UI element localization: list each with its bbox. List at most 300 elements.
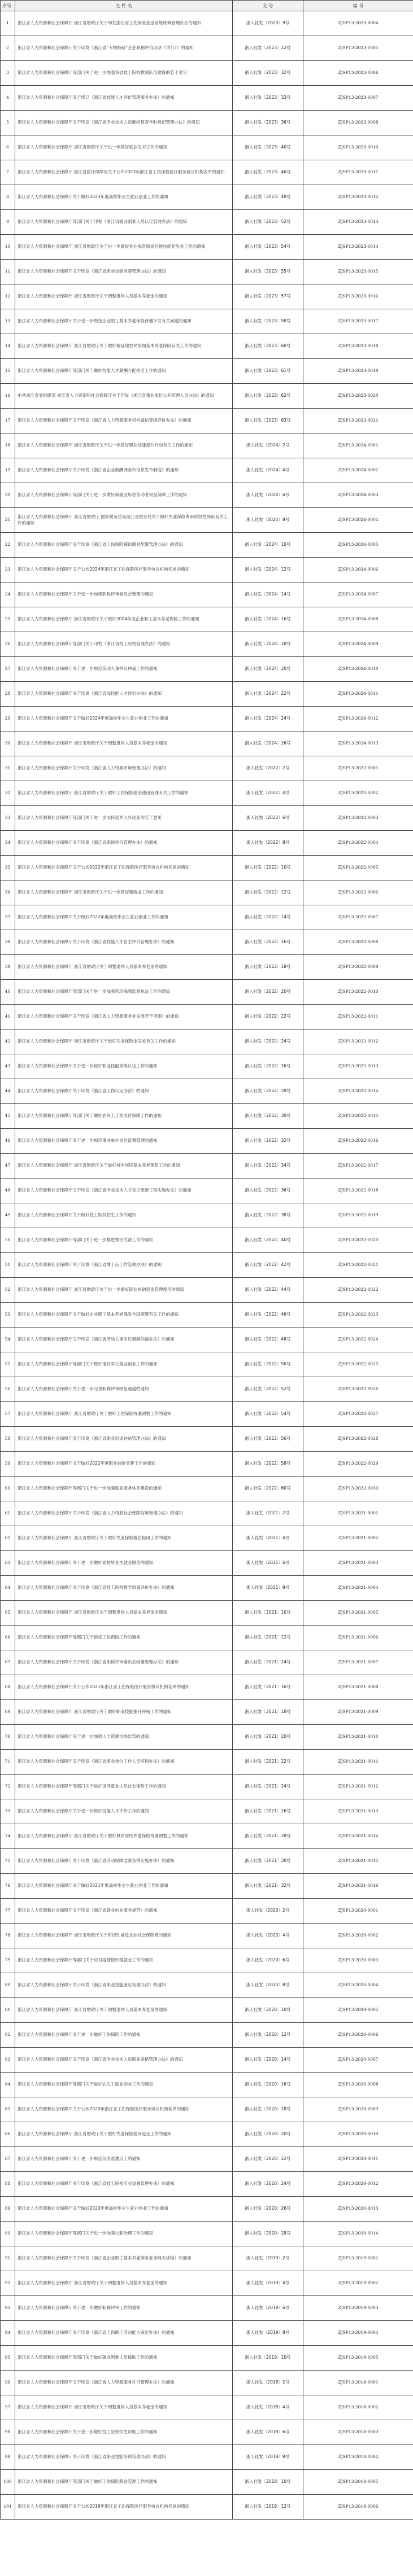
row-number: 21 — [1, 508, 15, 533]
row-title-text[interactable]: 浙江省人力资源和社会保障厅关于印发《浙江省事业单位工作人员培训办法》的通知 — [18, 1759, 175, 1764]
row-title[interactable] — [15, 1253, 233, 1278]
row-title-text[interactable]: 浙江省人力资源和社会保障厅关于做好2022年度高校毕业生就业创业工作的通知 — [18, 914, 168, 920]
row-title[interactable] — [15, 1973, 233, 1998]
row-ref: 浙人社发〔2023〕57号 — [233, 284, 303, 309]
row-title-text[interactable]: 浙江省人力资源和社会保障厅 浙江省财政厅关于进一步做好职业技能提升行动有关工作的通知 — [18, 443, 193, 448]
row-title-text[interactable]: 浙江省人力资源和社会保障厅关于做好技工院校招生工作的通知 — [18, 1212, 136, 1218]
row-title[interactable] — [15, 2197, 233, 2222]
row-title[interactable] — [15, 1402, 233, 1427]
row-title-text[interactable]: 浙江省人力资源和社会保障厅关于印发《浙江省工伤保险辅助器具配置管理办法》的通知 — [18, 542, 183, 547]
row-title[interactable] — [15, 558, 233, 582]
row-title[interactable] — [15, 1675, 233, 1700]
row-title[interactable] — [15, 930, 233, 955]
row-number: 42 — [1, 1029, 15, 1054]
row-title[interactable] — [15, 1775, 233, 1799]
row-title[interactable] — [15, 260, 233, 284]
row-number: 54 — [1, 1328, 15, 1352]
row-title[interactable] — [15, 11, 233, 36]
row-title[interactable] — [15, 856, 233, 880]
row-title[interactable] — [15, 210, 233, 235]
row-title-text[interactable]: 浙江省人力资源和社会保障厅 浙江省财政厅关于调整退休人员基本养老金的通知 — [18, 2280, 167, 2286]
row-title[interactable] — [15, 582, 233, 607]
row-title[interactable] — [15, 86, 233, 111]
row-title[interactable] — [15, 1377, 233, 1402]
row-ref: 浙人社发〔2023〕46号 — [233, 160, 303, 185]
row-title[interactable] — [15, 1799, 233, 1824]
row-number: 72 — [1, 1775, 15, 1799]
row-title[interactable] — [15, 2395, 233, 2420]
row-title[interactable] — [15, 2048, 233, 2073]
row-title-text[interactable]: 浙江省人力资源和社会保障厅关于印发《浙江省职称评审委员会组建管理办法》的通知 — [18, 1659, 179, 1665]
row-title[interactable] — [15, 1029, 233, 1054]
row-title-text[interactable]: 浙江省人力资源和社会保障厅 浙江省财政厅关于做好失业保险金发放有关工作的通知 — [18, 1039, 176, 1044]
row-title[interactable] — [15, 2073, 233, 2097]
row-title-text[interactable]: 浙江省人力资源和社会保障厅 浙江省财政厅关于做好失业保险稳岗返还工作的通知 — [18, 2131, 172, 2137]
table-row — [1, 1029, 413, 1054]
row-title[interactable] — [15, 1203, 233, 1228]
row-code: ZJSP13-2020-0014 — [303, 2222, 413, 2246]
row-title[interactable] — [15, 2147, 233, 2172]
row-title-text[interactable]: 浙江省人力资源和社会保障厅关于公布2022年浙江省工伤保险医疗服务协议机构名单的通知 — [18, 865, 190, 870]
table-row — [1, 1626, 413, 1650]
table-row — [1, 2321, 413, 2346]
row-title-text[interactable]: 浙江省人力资源和社会保障厅等部门关于印发《浙江省就业困难人员认定管理办法》的通知 — [18, 219, 187, 225]
row-title[interactable] — [15, 2271, 233, 2296]
row-title-text[interactable]: 浙江省人力资源和社会保障厅关于印发《浙江省职称评价管理办法》的通知 — [18, 840, 158, 845]
table-row — [1, 955, 413, 980]
row-title-text[interactable]: 浙江省人力资源和社会保障厅 浙江省财政厅关于做好被征地农民参加基本养老保险有关工作的通知 — [18, 343, 201, 349]
row-title[interactable] — [15, 508, 233, 533]
row-code: ZJSP13-2024-0011 — [303, 682, 413, 707]
row-title-text[interactable]: 浙江省人力资源和社会保障厅 浙江省财政厅关于做好工伤保险待遇调整工作的通知 — [18, 1411, 172, 1417]
table-row — [1, 384, 413, 409]
row-title-text[interactable]: 浙江省人力资源和社会保障厅等部门关于做好灵活就业人员社会保险工作的通知 — [18, 1784, 166, 1789]
row-number: 57 — [1, 1402, 15, 1427]
row-title[interactable] — [15, 1551, 233, 1576]
row-number: 12 — [1, 284, 15, 309]
row-title-text[interactable]: 浙江省人力资源和社会保障厅关于印发《浙江省人力资源市场管理办法》的通知 — [18, 765, 166, 771]
row-title-text[interactable]: 浙江省人力资源和社会保障厅关于印发《浙江省工伤认定办法》的通知 — [18, 1088, 149, 1094]
row-title[interactable] — [15, 334, 233, 359]
row-title[interactable] — [15, 1700, 233, 1725]
row-title[interactable] — [15, 284, 233, 309]
row-number: 61 — [1, 1501, 15, 1526]
table-row — [1, 1750, 413, 1775]
table-row — [1, 2197, 413, 2222]
row-title[interactable] — [15, 458, 233, 483]
row-title[interactable] — [15, 2023, 233, 2048]
row-title-text[interactable]: 浙江省人力资源和社会保障厅 浙江省财政厅关于进一步做好就业见习工作的通知 — [18, 144, 167, 150]
table-row — [1, 1104, 413, 1129]
row-title[interactable] — [15, 1948, 233, 1973]
row-title-text[interactable]: 浙江省人力资源和社会保障厅等部门关于进一步加强我省技工院校教师队伍建设的若干意见 — [18, 70, 187, 76]
row-title[interactable] — [15, 61, 233, 86]
row-number: 41 — [1, 1005, 15, 1029]
row-title[interactable] — [15, 756, 233, 781]
row-title-text[interactable]: 浙江省人力资源和社会保障厅等部门关于做好退役军人就业创业工作的通知 — [18, 1361, 158, 1367]
table-row — [1, 86, 413, 111]
row-title-text[interactable]: 浙江省人力资源和社会保障厅关于做好2023年度高校毕业生就业创业工作的通知 — [18, 194, 168, 200]
row-number: 101 — [1, 2495, 15, 2520]
row-title-text[interactable]: 浙江省人力资源和社会保障厅关于印发《浙江省专业技术人员职业资格管理办法》的通知 — [18, 2057, 183, 2062]
row-title-text[interactable]: 浙江省人力资源和社会保障厅关于印发《浙江省企业职工基本养老保险业务经办规程》的通知 — [18, 2255, 192, 2261]
row-title-text[interactable]: 浙江省人力资源和社会保障厅 浙江省财政厅关于调整退休人员基本养老金的通知 — [18, 2404, 167, 2410]
row-title[interactable] — [15, 185, 233, 210]
row-number: 33 — [1, 806, 15, 831]
row-title-text[interactable]: 浙江省人力资源和社会保障厅等部门关于进一步加强就业服务体系建设的通知 — [18, 1486, 162, 1491]
table-row — [1, 1452, 413, 1477]
row-title-text[interactable]: 浙江省人力资源和社会保障厅关于印发《浙江省技工院校教学质量评价办法》的通知 — [18, 1585, 175, 1591]
row-code: ZJSP13-2022-0006 — [303, 880, 413, 905]
row-title-text[interactable]: 浙江省人力资源和社会保障厅关于印发《浙江省职业技能竞赛管理办法》的通知 — [18, 269, 166, 274]
row-title-text[interactable]: 浙江省人力资源和社会保障厅关于印发《浙江省专业技术人才知识更新工程实施办法》的通知 — [18, 1188, 192, 1193]
row-code: ZJSP13-2019-0001 — [303, 2246, 413, 2271]
row-title[interactable] — [15, 2321, 233, 2346]
row-title[interactable] — [15, 135, 233, 160]
row-title[interactable] — [15, 1278, 233, 1303]
row-code: ZJSP13-2021-0003 — [303, 1551, 413, 1576]
row-title-text[interactable]: 浙江省人力资源和社会保障厅 浙江省财政厅关于阶段性减免企业社会保险费的通知 — [18, 1933, 172, 1938]
table-row — [1, 1973, 413, 1998]
row-title[interactable] — [15, 1352, 233, 1377]
row-ref: 浙人社发〔2021〕12号 — [233, 1626, 303, 1650]
row-title[interactable] — [15, 1899, 233, 1924]
row-title[interactable] — [15, 731, 233, 756]
row-title[interactable] — [15, 1849, 233, 1874]
row-title-text[interactable]: 浙江省人力资源和社会保障厅关于做好2020年度高校毕业生就业创业工作的通知 — [18, 2206, 168, 2211]
row-title-text[interactable]: 浙江省人力资源和社会保障厅关于印发《浙江省人力资源服务机构诚信等级评价办法》的通知 — [18, 418, 192, 423]
row-title[interactable] — [15, 682, 233, 707]
row-title-text[interactable]: 浙江省人力资源和社会保障厅关于印发《浙江省职业技能培训管理办法》的通知 — [18, 2454, 166, 2460]
row-title-text[interactable]: 浙江省人力资源和社会保障厅关于印发《浙江省专业技术人员继续教育学时登记管理办法》的通知 — [18, 120, 200, 125]
row-ref: 浙人社发〔2022〕26号 — [233, 1054, 303, 1079]
row-title[interactable] — [15, 880, 233, 905]
row-code: ZJSP13-2024-0007 — [303, 582, 413, 607]
row-code: ZJSP13-2020-0003 — [303, 1948, 413, 1973]
row-title-text[interactable]: 浙江省人力资源和社会保障厅关于印发《浙江省职业培训补贴管理办法》的通知 — [18, 1436, 166, 1442]
row-title[interactable] — [15, 2445, 233, 2470]
row-title[interactable] — [15, 1005, 233, 1029]
row-title-text[interactable]: 浙江省人力资源和社会保障厅等部门关于做好技能人才薪酬分配指引工作的通知 — [18, 368, 166, 374]
row-title-text[interactable]: 浙江省人力资源和社会保障厅关于印发《浙江省工伤职工劳动能力鉴定办法》的通知 — [18, 2330, 175, 2336]
row-title-text[interactable]: 浙江省人力资源和社会保障厅等部门关于进一步推进根治欠薪工作的通知 — [18, 1237, 153, 1243]
row-title[interactable] — [15, 657, 233, 682]
row-title-text[interactable]: 浙江省人力资源和社会保障厅关于进一步加强人力资源市场监管的通知 — [18, 1734, 149, 1740]
row-title-text[interactable]: 浙江省人力资源和社会保障厅 浙江省财政厅关于做好城乡居民基本养老保险工作的通知 — [18, 1163, 180, 1168]
table-row — [1, 905, 413, 930]
row-title[interactable] — [15, 1824, 233, 1849]
row-title[interactable] — [15, 806, 233, 831]
row-number: 30 — [1, 731, 15, 756]
row-title[interactable] — [15, 1750, 233, 1775]
row-code: ZJSP13-2021-0013 — [303, 1799, 413, 1824]
row-title[interactable] — [15, 781, 233, 806]
row-title[interactable] — [15, 955, 233, 980]
row-title[interactable] — [15, 1650, 233, 1675]
row-title-text[interactable]: 浙江省人力资源和社会保障厅关于印发《浙江省劳动保障监察条例实施办法》的通知 — [18, 1858, 175, 1864]
row-number: 15 — [1, 359, 15, 384]
table-row — [1, 1303, 413, 1328]
row-code: ZJSP13-2022-0010 — [303, 980, 413, 1005]
row-number: 13 — [1, 309, 15, 334]
row-code: ZJSP13-2020-0012 — [303, 2172, 413, 2197]
row-title-text[interactable]: 浙江省人力资源和社会保障厅等部门关于进一步支持返乡入乡创业的若干意见 — [18, 815, 162, 821]
row-number: 78 — [1, 1924, 15, 1948]
row-title-text[interactable]: 浙江省人力资源和社会保障厅等部门关于做好工伤保险基金管理工作的通知 — [18, 2479, 158, 2485]
row-title-text[interactable]: 浙江省人力资源和社会保障厅 浙江省医疗保障局关于公布2023年浙江省工伤保险医疗服务协议机构名单的通知 — [18, 169, 225, 175]
row-title[interactable] — [15, 1328, 233, 1352]
row-title[interactable] — [15, 2495, 233, 2520]
table-row — [1, 1948, 413, 1973]
row-ref: 浙人社发〔2022〕16号 — [233, 930, 303, 955]
row-ref: 浙人社发〔2018〕4号 — [233, 2395, 303, 2420]
row-number: 63 — [1, 1551, 15, 1576]
row-title[interactable] — [15, 1427, 233, 1452]
row-title[interactable] — [15, 111, 233, 135]
table-row — [1, 1129, 413, 1154]
row-title[interactable] — [15, 1924, 233, 1948]
row-number: 74 — [1, 1824, 15, 1849]
row-title[interactable] — [15, 409, 233, 433]
row-title[interactable] — [15, 607, 233, 632]
row-title[interactable] — [15, 2172, 233, 2197]
row-ref: 浙人社发〔2024〕16号 — [233, 607, 303, 632]
row-number: 65 — [1, 1601, 15, 1626]
row-title-text[interactable]: 浙江省人力资源和社会保障厅关于做好企业职工基本养老保险全国统筹有关工作的通知 — [18, 1312, 179, 1317]
row-title-text[interactable]: 浙江省人力资源和社会保障厅关于做好2024年度高校毕业生就业创业工作的通知 — [18, 716, 168, 721]
row-ref: 浙人社发〔2020〕20号 — [233, 2122, 303, 2147]
header-title: 文 件 名 — [15, 1, 233, 11]
row-ref: 浙人社发〔2020〕26号 — [233, 2197, 303, 2222]
row-title-text[interactable]: 浙江省人力资源和社会保障厅等部门关于做好就业困难人员援助工作的通知 — [18, 2355, 158, 2360]
row-ref: 浙人社发〔2023〕33号 — [233, 86, 303, 111]
row-title-text[interactable]: 中共浙江省委组织部 浙江省人力资源和社会保障厅关于印发《浙江省事业单位公开招聘人员办法》的通知 — [18, 393, 214, 398]
row-code: ZJSP13-2018-0005 — [303, 2470, 413, 2495]
row-ref: 浙人社发〔2022〕22号 — [233, 1005, 303, 1029]
row-title-text[interactable]: 浙江省人力资源和社会保障厅关于印发《浙江省人力资源服务许可管理办法》的通知 — [18, 2380, 175, 2385]
row-title-text[interactable]: 浙江省人力资源和社会保障厅等部门关于进一步做好新就业形态劳动者权益保障工作的通知 — [18, 492, 187, 498]
row-number: 4 — [1, 86, 15, 111]
row-title[interactable] — [15, 980, 233, 1005]
row-title[interactable] — [15, 1129, 233, 1154]
row-title-text[interactable]: 浙江省人力资源和社会保障厅关于进一步做好职称评审工作的通知 — [18, 2305, 141, 2311]
row-title-text[interactable]: 浙江省人力资源和社会保障厅等部门关于印发《浙江省技工院校管理办法》的通知 — [18, 641, 170, 647]
row-title[interactable] — [15, 707, 233, 731]
row-code: ZJSP13-2021-0014 — [303, 1824, 413, 1849]
row-title-text[interactable]: 浙江省人力资源和社会保障厅 浙江省财政厅关于进一步做好稳就业工作的通知 — [18, 890, 163, 895]
row-title[interactable] — [15, 483, 233, 508]
row-number: 79 — [1, 1948, 15, 1973]
row-ref: 浙人社发〔2020〕6号 — [233, 1948, 303, 1973]
row-title-text[interactable]: 浙江省人力资源和社会保障厅关于印发《浙江省高技能人才评价办法》的通知 — [18, 691, 162, 696]
row-title-text[interactable]: 浙江省人力资源和社会保障厅关于进一步规范劳务派遣用工的通知 — [18, 2156, 141, 2162]
row-title[interactable] — [15, 2122, 233, 2147]
row-title-text[interactable]: 浙江省人力资源和社会保障厅 浙江省财政厅关于做好城乡居民养老保险待遇调整工作的通知 — [18, 1833, 189, 1839]
row-title-text[interactable]: 浙江省人力资源和社会保障厅关于进一步完善职称评审绿色通道的通知 — [18, 1386, 149, 1392]
row-title-text[interactable]: 浙江省人力资源和社会保障厅等部门关于应对疫情做好稳就业工作的通知 — [18, 1957, 153, 1963]
row-title[interactable] — [15, 632, 233, 657]
table-row — [1, 433, 413, 458]
row-title[interactable] — [15, 2246, 233, 2271]
row-title-text[interactable]: 浙江省人力资源和社会保障厅关于印发《浙江省技能人才自主评价管理办法》的通知 — [18, 939, 175, 945]
row-number: 87 — [1, 2147, 15, 2172]
row-title-text[interactable]: 浙江省人力资源和社会保障厅关于印发《浙江省职业技能鉴定管理办法》的通知 — [18, 1982, 166, 1988]
row-title-text[interactable]: 浙江省人力资源和社会保障厅关于公布2018年浙江省工伤保险医疗服务协议机构名单的通知 — [18, 2504, 190, 2509]
row-title[interactable] — [15, 433, 233, 458]
row-title[interactable] — [15, 2470, 233, 2495]
row-title-text[interactable]: 浙江省人力资源和社会保障厅 浙江省财政厅关于做好工伤保险基金使用管理有关工作的通知 — [18, 790, 189, 796]
row-code: ZJSP13-2020-0004 — [303, 1973, 413, 1998]
row-title-text[interactable]: 浙江省人力资源和社会保障厅关于进一步做好技能人才评价工作的通知 — [18, 1808, 149, 1814]
table-row — [1, 1675, 413, 1700]
table-row — [1, 1551, 413, 1576]
row-title-text[interactable]: 浙江省人力资源和社会保障厅 浙江省财政厅关于调整退休人员基本养老金的通知 — [18, 1610, 167, 1615]
row-title-text[interactable]: 浙江省人力资源和社会保障厅关于进一步做好工伤保险工作的通知 — [18, 2032, 141, 2038]
row-title-text[interactable]: 浙江省人力资源和社会保障厅关于修订《浙江省技能人才评价管理服务办法》的通知 — [18, 95, 175, 100]
row-number: 70 — [1, 1725, 15, 1750]
row-ref: 浙人社发〔2023〕48号 — [233, 185, 303, 210]
row-title[interactable] — [15, 1228, 233, 1253]
row-title-text[interactable]: 浙江省人力资源和社会保障厅关于公布2020年浙江省工伤保险医疗服务协议机构名单的通知 — [18, 2106, 190, 2112]
row-ref: 浙人社发〔2022〕32号 — [233, 1129, 303, 1154]
row-title[interactable] — [15, 1576, 233, 1601]
row-title-text[interactable]: 浙江省人力资源和社会保障厅关于进一步做好职业技能等级认定工作的通知 — [18, 1063, 158, 1069]
row-code: ZJSP13-2018-0002 — [303, 2395, 413, 2420]
row-number: 17 — [1, 409, 15, 433]
row-ref: 浙人社发〔2022〕30号 — [233, 1104, 303, 1129]
row-ref: 浙人社发〔2024〕12号 — [233, 558, 303, 582]
row-title[interactable] — [15, 1054, 233, 1079]
row-title-text[interactable]: 浙江省人力资源和社会保障厅等部门关于做好农民工工资支付保障工作的通知 — [18, 1113, 162, 1119]
row-title-text[interactable]: 浙江省人力资源和社会保障厅等部门关于进一步加强劳动保障监察执法工作的通知 — [18, 989, 170, 995]
row-title[interactable] — [15, 2371, 233, 2395]
row-title[interactable] — [15, 2420, 233, 2445]
row-title[interactable] — [15, 384, 233, 409]
row-number: 29 — [1, 707, 15, 731]
row-title-text[interactable]: 浙江省人力资源和社会保障厅 浙江省财政厅关于做好职业技能提升补贴工作的通知 — [18, 1709, 172, 1715]
row-title-text[interactable]: 浙江省人力资源和社会保障厅关于印发《浙江省人力资源社会保障信用管理办法》的通知 — [18, 1510, 183, 1516]
row-title-text[interactable]: 浙江省人力资源和社会保障厅 浙江省财政厅 国家税务总局浙江省税务局关于做好失业保险费率阶段性降低有关工作的通知 — [18, 514, 228, 525]
table-row — [1, 980, 413, 1005]
table-row — [1, 781, 413, 806]
row-title[interactable] — [15, 1154, 233, 1179]
row-title-text[interactable]: 浙江省人力资源和社会保障厅关于印发《浙江省“专精特新”企业职称评价办法（试行）》的通知 — [18, 45, 194, 51]
row-title[interactable] — [15, 1874, 233, 1899]
table-row — [1, 2048, 413, 2073]
row-title[interactable] — [15, 533, 233, 558]
row-number: 100 — [1, 2470, 15, 2495]
row-title[interactable] — [15, 1452, 233, 1477]
row-title-text[interactable]: 浙江省人力资源和社会保障厅关于进一步规范劳动人事争议仲裁工作的通知 — [18, 666, 158, 672]
row-number: 39 — [1, 955, 15, 980]
row-title[interactable] — [15, 1626, 233, 1650]
row-title-text[interactable]: 浙江省人力资源和社会保障厅等部门关于进一步加强欠薪治理工作的通知 — [18, 2231, 153, 2236]
row-number: 62 — [1, 1526, 15, 1551]
row-title-text[interactable]: 浙江省人力资源和社会保障厅 浙江省财政厅关于做好失业保险援企稳岗工作的通知 — [18, 1535, 172, 1541]
row-title[interactable] — [15, 2346, 233, 2371]
row-title-text[interactable]: 浙江省人力资源和社会保障厅关于做好2021年度高校毕业生就业创业工作的通知 — [18, 1883, 168, 1889]
row-title-text[interactable]: 浙江省人力资源和社会保障厅关于进一步做好技工院校学生资助工作的通知 — [18, 2429, 158, 2435]
row-title[interactable] — [15, 2097, 233, 2122]
row-title[interactable] — [15, 1477, 233, 1501]
row-code: ZJSP13-2024-0012 — [303, 707, 413, 731]
row-code: ZJSP13-2020-0013 — [303, 2197, 413, 2222]
row-title[interactable] — [15, 831, 233, 856]
row-title-text[interactable]: 浙江省人力资源和社会保障厅 浙江省财政厅关于调整退休人员基本养老金的通知 — [18, 293, 167, 299]
row-title[interactable] — [15, 2296, 233, 2321]
row-title[interactable] — [15, 1725, 233, 1750]
row-title-text[interactable]: 浙江省人力资源和社会保障厅 浙江省财政厅关于调整退休人员基本养老金的通知 — [18, 964, 167, 970]
row-title-text[interactable]: 浙江省人力资源和社会保障厅关于做好2022年度职业技能竞赛工作的通知 — [18, 1461, 156, 1466]
row-title-text[interactable]: 浙江省人力资源和社会保障厅 浙江省财政厅关于调整退休人员基本养老金的通知 — [18, 2007, 167, 2013]
row-code: ZJSP13-2022-0029 — [303, 1452, 413, 1477]
row-title[interactable] — [15, 2222, 233, 2246]
row-number: 23 — [1, 558, 15, 582]
row-title-text[interactable]: 浙江省人力资源和社会保障厅关于印发《浙江省劳动人事争议调解仲裁办法》的通知 — [18, 1337, 175, 1342]
row-number: 81 — [1, 1998, 15, 2023]
row-title-text[interactable]: 浙江省人力资源和社会保障厅关于进一步规范事业单位岗位设置管理的通知 — [18, 1138, 158, 1144]
row-title[interactable] — [15, 1303, 233, 1328]
row-title-text[interactable]: 浙江省人力资源和社会保障厅关于公布2021年浙江省工伤保险医疗服务协议机构名单的通知 — [18, 1684, 190, 1690]
row-title[interactable] — [15, 1501, 233, 1526]
row-title-text[interactable]: 浙江省人力资源和社会保障厅关于进一步加强职称评审委员会管理的通知 — [18, 592, 153, 597]
table-row — [1, 1427, 413, 1452]
row-title[interactable] — [15, 359, 233, 384]
row-title[interactable] — [15, 1998, 233, 2023]
row-title[interactable] — [15, 235, 233, 260]
row-title[interactable] — [15, 1601, 233, 1626]
row-number: 26 — [1, 632, 15, 657]
row-ref: 浙人社发〔2023〕32号 — [233, 61, 303, 86]
row-code: ZJSP13-2022-0005 — [303, 856, 413, 880]
row-title[interactable] — [15, 309, 233, 334]
row-code: ZJSP13-2021-0001 — [303, 1501, 413, 1526]
row-title-text[interactable]: 浙江省人力资源和社会保障厅关于公布2024年浙江省工伤保险医疗服务协议机构名单的通知 — [18, 567, 190, 572]
row-title[interactable] — [15, 160, 233, 185]
row-code: ZJSP13-2018-0004 — [303, 2445, 413, 2470]
row-title-text[interactable]: 浙江省人力资源和社会保障厅等部门关于做好农民工就业创业工作的通知 — [18, 2082, 153, 2087]
row-ref: 浙人社发〔2024〕6号 — [233, 483, 303, 508]
row-title-text[interactable]: 浙江省人力资源和社会保障厅关于进一步做好高校毕业生就业服务的通知 — [18, 1560, 153, 1566]
table-row — [1, 1179, 413, 1203]
row-title-text[interactable]: 浙江省人力资源和社会保障厅等部门关于推进工伤预防工作的通知 — [18, 1635, 141, 1640]
row-title-text[interactable]: 浙江省人力资源和社会保障厅关于印发《浙江省就业创业服务规范》的通知 — [18, 1908, 158, 1913]
row-title-text[interactable]: 浙江省人力资源和社会保障厅 浙江省财政厅关于进一步做好就业补助资金管理使用的通知 — [18, 1287, 184, 1293]
row-title[interactable] — [15, 36, 233, 61]
row-title-text[interactable]: 浙江省人力资源和社会保障厅关于印发《浙江省人力资源服务业发展若干措施》的通知 — [18, 1014, 179, 1019]
row-title[interactable] — [15, 1526, 233, 1551]
row-number: 47 — [1, 1154, 15, 1179]
row-title-text[interactable]: 浙江省人力资源和社会保障厅关于印发《浙江省博士后工作管理办法》的通知 — [18, 1262, 162, 1268]
table-row — [1, 260, 413, 284]
row-title-text[interactable]: 浙江省人力资源和社会保障厅 浙江省财政厅关于做好2024年度企业职工基本养老保险工作的通知 — [18, 616, 199, 622]
table-row — [1, 2097, 413, 2122]
row-ref: 浙人社发〔2024〕22号 — [233, 682, 303, 707]
row-title[interactable] — [15, 1179, 233, 1203]
row-title[interactable] — [15, 1079, 233, 1104]
row-title-text[interactable]: 浙江省人力资源和社会保障厅 浙江省财政厅关于进一步做好失业保险稳岗位提技能防失业工作的通知 — [18, 244, 206, 249]
row-title[interactable] — [15, 1104, 233, 1129]
row-title[interactable] — [15, 905, 233, 930]
row-title-text[interactable]: 浙江省人力资源和社会保障厅关于印发《浙江省企业薪酬调查和信息发布制度》的通知 — [18, 467, 179, 473]
row-title-text[interactable]: 浙江省人力资源和社会保障厅 浙江省财政厅关于调整退休人员基本养老金的通知 — [18, 741, 167, 746]
row-number: 22 — [1, 533, 15, 558]
row-number: 27 — [1, 657, 15, 682]
row-ref: 浙人社发〔2023〕40号 — [233, 135, 303, 160]
row-title-text[interactable]: 浙江省人力资源和社会保障厅关于印发《浙江省技工院校专业设置管理办法》的通知 — [18, 2181, 175, 2187]
row-title-text[interactable]: 浙江省人力资源和社会保障厅 浙江省财政厅关于印发浙江省工伤保险基金省级统筹管理办法的通知 — [18, 20, 201, 26]
row-title-text[interactable]: 浙江省人力资源和社会保障厅关于进一步规范企业职工基本养老保险待遇计发有关问题的通知 — [18, 318, 192, 324]
